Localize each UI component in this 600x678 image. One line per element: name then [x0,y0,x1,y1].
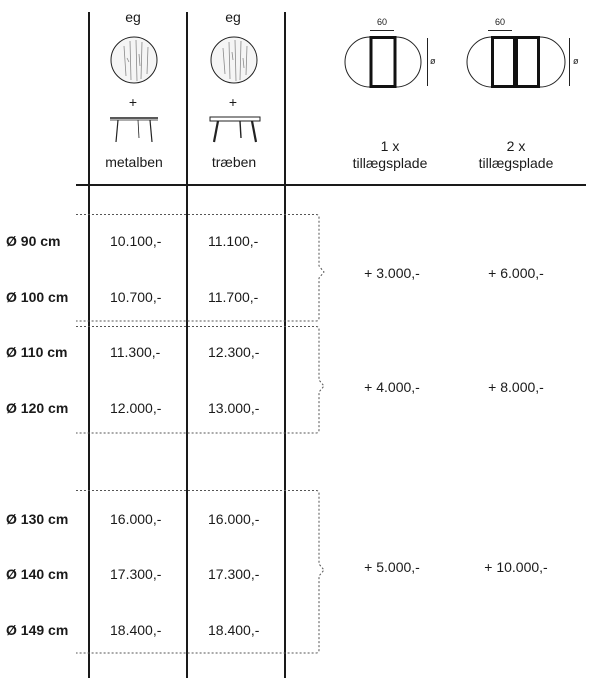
price-metal-legs: 16.000,- [110,511,162,527]
price-two-leaves: + 8.000,- [488,379,544,395]
size-label: Ø 120 cm [6,400,69,416]
round-tabletop-icon [110,36,158,84]
oval-table-two-leaves-icon [466,36,568,88]
col3-label-line1: 1 x [380,138,400,154]
price-one-leaf: + 3.000,- [364,265,420,281]
col2-material: eg [225,9,241,25]
dimension-line [488,30,512,31]
col4-diameter-symbol: ø [573,56,579,66]
col4-label-line2: tillægsplade [478,155,554,171]
dimension-line [370,30,394,31]
col3-dimension: 60 [376,17,387,27]
col2-leg-label: træben [211,154,257,170]
size-label: Ø 140 cm [6,566,69,582]
price-two-leaves: + 6.000,- [488,265,544,281]
diameter-line [569,38,570,86]
size-label: Ø 90 cm [6,233,61,249]
col4-dimension: 60 [494,17,505,27]
size-label: Ø 130 cm [6,511,69,527]
wooden-legs-icon [208,116,262,144]
round-tabletop-icon [210,36,258,84]
price-wood-legs: 13.000,- [208,400,260,416]
price-metal-legs: 17.300,- [110,566,162,582]
col1-plus: + [128,94,138,110]
price-wood-legs: 12.300,- [208,344,260,360]
price-metal-legs: 12.000,- [110,400,162,416]
price-metal-legs: 11.300,- [110,344,161,360]
header-rule [76,184,586,186]
price-wood-legs: 18.400,- [208,622,260,638]
metal-legs-icon [108,116,160,144]
col2-plus: + [228,94,238,110]
price-wood-legs: 16.000,- [208,511,260,527]
col1-material: eg [125,9,141,25]
price-one-leaf: + 4.000,- [364,379,420,395]
price-metal-legs: 10.100,- [110,233,162,249]
price-metal-legs: 18.400,- [110,622,162,638]
diameter-line [427,38,428,86]
col1-leg-label: metalben [105,154,163,170]
group-bracket-2 [76,326,330,436]
col3-label-line2: tillægsplade [352,155,428,171]
group-bracket-1 [76,214,330,324]
size-label: Ø 110 cm [6,344,68,360]
price-two-leaves: + 10.000,- [484,559,548,575]
price-one-leaf: + 5.000,- [364,559,420,575]
col3-diameter-symbol: ø [430,56,436,66]
price-metal-legs: 10.700,- [110,289,162,305]
size-label: Ø 100 cm [6,289,69,305]
size-label: Ø 149 cm [6,622,69,638]
price-wood-legs: 11.100,- [208,233,259,249]
oval-table-one-leaf-icon [344,36,422,88]
price-wood-legs: 11.700,- [208,289,259,305]
col4-label-line1: 2 x [506,138,526,154]
price-wood-legs: 17.300,- [208,566,260,582]
